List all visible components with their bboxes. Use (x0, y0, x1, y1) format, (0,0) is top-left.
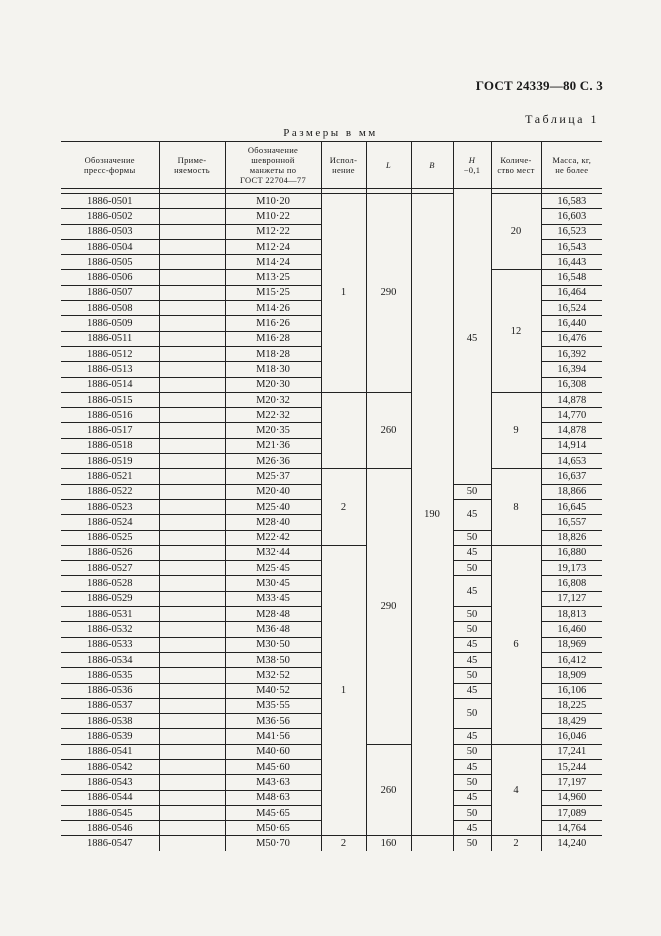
mold-designation: 1886-0529 (61, 591, 159, 606)
applicability-cell (159, 438, 225, 453)
applicability-cell (159, 545, 225, 560)
mass-cell: 16,443 (541, 255, 602, 270)
applicability-cell (159, 469, 225, 484)
mass-cell: 14,764 (541, 821, 602, 836)
applicability-cell (159, 714, 225, 729)
version-cell: 2 (321, 469, 366, 545)
page-header: ГОСТ 24339—80 С. 3 (475, 78, 603, 93)
mold-designation: 1886-0545 (61, 805, 159, 820)
col-cuff: Обозначение шевронной манжеты по ГОСТ 22704—77 (225, 142, 321, 189)
mass-cell: 18,969 (541, 637, 602, 652)
cuff-designation: M50·65 (225, 821, 321, 836)
table-row (61, 392, 602, 407)
applicability-cell (159, 683, 225, 698)
mold-designation: 1886-0513 (61, 362, 159, 377)
count-cell: 8 (491, 469, 541, 545)
height-cell: 50 (453, 698, 491, 729)
mold-designation: 1886-0526 (61, 545, 159, 560)
cuff-designation: M48·63 (225, 790, 321, 805)
mold-designation: 1886-0503 (61, 224, 159, 239)
cuff-designation: M38·50 (225, 652, 321, 667)
mass-cell: 16,808 (541, 576, 602, 591)
cuff-designation: M25·37 (225, 469, 321, 484)
cuff-designation: M40·60 (225, 744, 321, 759)
cuff-designation: M45·65 (225, 805, 321, 820)
cuff-designation: M20·35 (225, 423, 321, 438)
mass-cell: 16,645 (541, 499, 602, 514)
mass-cell: 16,583 (541, 194, 602, 209)
height-cell: 50 (453, 668, 491, 683)
count-cell: 6 (491, 545, 541, 744)
cuff-designation: M16·28 (225, 331, 321, 346)
mold-designation: 1886-0546 (61, 821, 159, 836)
mold-designation: 1886-0501 (61, 194, 159, 209)
cuff-designation: M21·36 (225, 438, 321, 453)
height-cell: 45 (453, 759, 491, 774)
mold-designation: 1886-0509 (61, 316, 159, 331)
height-cell: 50 (453, 530, 491, 545)
mass-cell: 16,524 (541, 301, 602, 316)
cuff-designation: M30·45 (225, 576, 321, 591)
cuff-designation: M30·50 (225, 637, 321, 652)
cuff-designation: M40·52 (225, 683, 321, 698)
applicability-cell (159, 224, 225, 239)
mold-designation: 1886-0515 (61, 392, 159, 407)
cuff-designation: M32·52 (225, 668, 321, 683)
length-cell: 260 (366, 744, 411, 836)
width-cell: 190 (411, 194, 453, 836)
count-cell: 4 (491, 744, 541, 836)
col-H: H −0,1 (453, 142, 491, 189)
version-cell: 2 (321, 836, 366, 851)
cuff-designation: M28·40 (225, 515, 321, 530)
cuff-designation: M20·30 (225, 377, 321, 392)
applicability-cell (159, 759, 225, 774)
mold-designation: 1886-0527 (61, 561, 159, 576)
applicability-cell (159, 377, 225, 392)
mass-cell: 14,878 (541, 392, 602, 407)
mass-cell: 16,392 (541, 346, 602, 361)
mold-designation: 1886-0512 (61, 346, 159, 361)
height-cell: 45 (453, 499, 491, 530)
mass-cell: 19,173 (541, 561, 602, 576)
mold-designation: 1886-0517 (61, 423, 159, 438)
applicability-cell (159, 331, 225, 346)
cuff-designation: M22·42 (225, 530, 321, 545)
applicability-cell (159, 209, 225, 224)
height-cell: 50 (453, 836, 491, 851)
mass-cell: 16,880 (541, 545, 602, 560)
height-cell: 50 (453, 744, 491, 759)
mold-designation: 1886-0502 (61, 209, 159, 224)
cuff-designation: M15·25 (225, 285, 321, 300)
version-cell: 1 (321, 194, 366, 393)
cuff-designation: M12·24 (225, 239, 321, 254)
mass-cell: 16,523 (541, 224, 602, 239)
mass-cell: 16,046 (541, 729, 602, 744)
mold-designation: 1886-0531 (61, 607, 159, 622)
table-row (61, 469, 602, 484)
mass-cell: 16,394 (541, 362, 602, 377)
mold-designation: 1886-0523 (61, 499, 159, 514)
cuff-designation: M20·40 (225, 484, 321, 499)
cuff-designation: M16·26 (225, 316, 321, 331)
applicability-cell (159, 836, 225, 851)
table-label: Таблица 1 (525, 112, 599, 126)
mass-cell: 15,244 (541, 759, 602, 774)
mass-cell: 16,476 (541, 331, 602, 346)
units-label: Размеры в мм (283, 127, 378, 139)
applicability-cell (159, 591, 225, 606)
count-cell: 20 (491, 194, 541, 270)
cuff-designation: M50·70 (225, 836, 321, 851)
mass-cell: 14,653 (541, 454, 602, 469)
applicability-cell (159, 530, 225, 545)
height-cell: 50 (453, 561, 491, 576)
mold-designation: 1886-0518 (61, 438, 159, 453)
mass-cell: 16,106 (541, 683, 602, 698)
height-cell: 45 (453, 545, 491, 560)
mass-cell: 18,826 (541, 530, 602, 545)
mold-designation: 1886-0519 (61, 454, 159, 469)
height-cell: 45 (453, 790, 491, 805)
mass-cell: 14,914 (541, 438, 602, 453)
col-applicability: Приме- няемость (159, 142, 225, 189)
applicability-cell (159, 301, 225, 316)
cuff-designation: M36·48 (225, 622, 321, 637)
mold-designation: 1886-0528 (61, 576, 159, 591)
cuff-designation: M32·44 (225, 545, 321, 560)
applicability-cell (159, 637, 225, 652)
cuff-designation: M45·60 (225, 759, 321, 774)
height-cell: 45 (453, 652, 491, 667)
applicability-cell (159, 805, 225, 820)
height-cell: 45 (453, 683, 491, 698)
mass-cell: 16,637 (541, 469, 602, 484)
applicability-cell (159, 316, 225, 331)
mold-designation: 1886-0511 (61, 331, 159, 346)
version-cell: 1 (321, 545, 366, 836)
mold-designation: 1886-0541 (61, 744, 159, 759)
cuff-designation: M26·36 (225, 454, 321, 469)
mold-designation: 1886-0514 (61, 377, 159, 392)
mass-cell: 14,770 (541, 408, 602, 423)
cuff-designation: M35·55 (225, 698, 321, 713)
applicability-cell (159, 239, 225, 254)
cuff-designation: M43·63 (225, 775, 321, 790)
mass-cell: 18,429 (541, 714, 602, 729)
cuff-designation: M12·22 (225, 224, 321, 239)
mold-designation: 1886-0538 (61, 714, 159, 729)
mold-designation: 1886-0504 (61, 239, 159, 254)
height-cell: 45 (453, 637, 491, 652)
applicability-cell (159, 270, 225, 285)
col-B: B (411, 142, 453, 189)
width-cell (411, 836, 453, 851)
applicability-cell (159, 729, 225, 744)
mold-designation: 1886-0543 (61, 775, 159, 790)
mass-cell: 16,308 (541, 377, 602, 392)
count-cell: 2 (491, 836, 541, 851)
applicability-cell (159, 622, 225, 637)
count-cell: 9 (491, 392, 541, 468)
height-cell: 45 (453, 194, 491, 485)
mold-designation: 1886-0522 (61, 484, 159, 499)
mass-cell: 14,240 (541, 836, 602, 851)
mold-designation: 1886-0537 (61, 698, 159, 713)
mass-cell: 16,464 (541, 285, 602, 300)
height-cell: 50 (453, 484, 491, 499)
height-cell: 45 (453, 821, 491, 836)
applicability-cell (159, 607, 225, 622)
applicability-cell (159, 392, 225, 407)
applicability-cell (159, 821, 225, 836)
cuff-designation: M28·48 (225, 607, 321, 622)
mass-cell: 16,412 (541, 652, 602, 667)
height-cell: 50 (453, 607, 491, 622)
cuff-designation: M33·45 (225, 591, 321, 606)
mass-cell: 16,557 (541, 515, 602, 530)
height-cell: 50 (453, 775, 491, 790)
length-cell: 290 (366, 194, 411, 393)
mold-designation: 1886-0521 (61, 469, 159, 484)
cuff-designation: M41·56 (225, 729, 321, 744)
cuff-designation: M18·28 (225, 346, 321, 361)
applicability-cell (159, 790, 225, 805)
height-cell: 45 (453, 576, 491, 607)
col-version: Испол- нение (321, 142, 366, 189)
height-cell: 50 (453, 622, 491, 637)
mold-designation: 1886-0505 (61, 255, 159, 270)
mold-designation: 1886-0507 (61, 285, 159, 300)
length-cell: 160 (366, 836, 411, 851)
mass-cell: 18,909 (541, 668, 602, 683)
mold-designation: 1886-0516 (61, 408, 159, 423)
cuff-designation: M13·25 (225, 270, 321, 285)
mass-cell: 14,878 (541, 423, 602, 438)
applicability-cell (159, 423, 225, 438)
applicability-cell (159, 408, 225, 423)
applicability-cell (159, 668, 225, 683)
mold-designation: 1886-0534 (61, 652, 159, 667)
mass-cell: 18,225 (541, 698, 602, 713)
cuff-designation: M10·22 (225, 209, 321, 224)
mold-designation: 1886-0547 (61, 836, 159, 851)
applicability-cell (159, 362, 225, 377)
mass-cell: 17,197 (541, 775, 602, 790)
applicability-cell (159, 255, 225, 270)
mass-cell: 16,548 (541, 270, 602, 285)
mold-designation: 1886-0536 (61, 683, 159, 698)
table-row (61, 194, 602, 209)
mold-designation: 1886-0542 (61, 759, 159, 774)
cuff-designation: M14·24 (225, 255, 321, 270)
mold-designation: 1886-0506 (61, 270, 159, 285)
height-cell: 50 (453, 805, 491, 820)
applicability-cell (159, 285, 225, 300)
applicability-cell (159, 346, 225, 361)
mold-designation: 1886-0525 (61, 530, 159, 545)
table-row (61, 545, 602, 560)
cuff-designation: M14·26 (225, 301, 321, 316)
parts-table (61, 141, 602, 851)
applicability-cell (159, 454, 225, 469)
col-mass: Масса, кг, не более (541, 142, 602, 189)
mass-cell: 16,460 (541, 622, 602, 637)
mold-designation: 1886-0524 (61, 515, 159, 530)
applicability-cell (159, 744, 225, 759)
col-count: Количе- ство мест (491, 142, 541, 189)
mass-cell: 17,089 (541, 805, 602, 820)
applicability-cell (159, 561, 225, 576)
col-L: L (366, 142, 411, 189)
col-designation: Обозначение пресс-формы (61, 142, 159, 189)
mass-cell: 16,543 (541, 239, 602, 254)
cuff-designation: M18·30 (225, 362, 321, 377)
mold-designation: 1886-0533 (61, 637, 159, 652)
cuff-designation: M25·45 (225, 561, 321, 576)
header-row (61, 142, 602, 189)
applicability-cell (159, 194, 225, 209)
cuff-designation: M25·40 (225, 499, 321, 514)
mass-cell: 18,866 (541, 484, 602, 499)
mold-designation: 1886-0535 (61, 668, 159, 683)
mass-cell: 16,440 (541, 316, 602, 331)
applicability-cell (159, 698, 225, 713)
mold-designation: 1886-0532 (61, 622, 159, 637)
cuff-designation: M20·32 (225, 392, 321, 407)
mass-cell: 17,127 (541, 591, 602, 606)
mold-designation: 1886-0544 (61, 790, 159, 805)
applicability-cell (159, 484, 225, 499)
applicability-cell (159, 775, 225, 790)
mass-cell: 14,960 (541, 790, 602, 805)
length-cell: 290 (366, 469, 411, 744)
height-cell: 45 (453, 729, 491, 744)
version-cell (321, 392, 366, 468)
cuff-designation: M10·20 (225, 194, 321, 209)
applicability-cell (159, 499, 225, 514)
applicability-cell (159, 515, 225, 530)
count-cell: 12 (491, 270, 541, 392)
mold-designation: 1886-0508 (61, 301, 159, 316)
table-row (61, 836, 602, 851)
cuff-designation: M22·32 (225, 408, 321, 423)
applicability-cell (159, 576, 225, 591)
mass-cell: 18,813 (541, 607, 602, 622)
mass-cell: 16,603 (541, 209, 602, 224)
cuff-designation: M36·56 (225, 714, 321, 729)
mass-cell: 17,241 (541, 744, 602, 759)
mold-designation: 1886-0539 (61, 729, 159, 744)
applicability-cell (159, 652, 225, 667)
length-cell: 260 (366, 392, 411, 468)
